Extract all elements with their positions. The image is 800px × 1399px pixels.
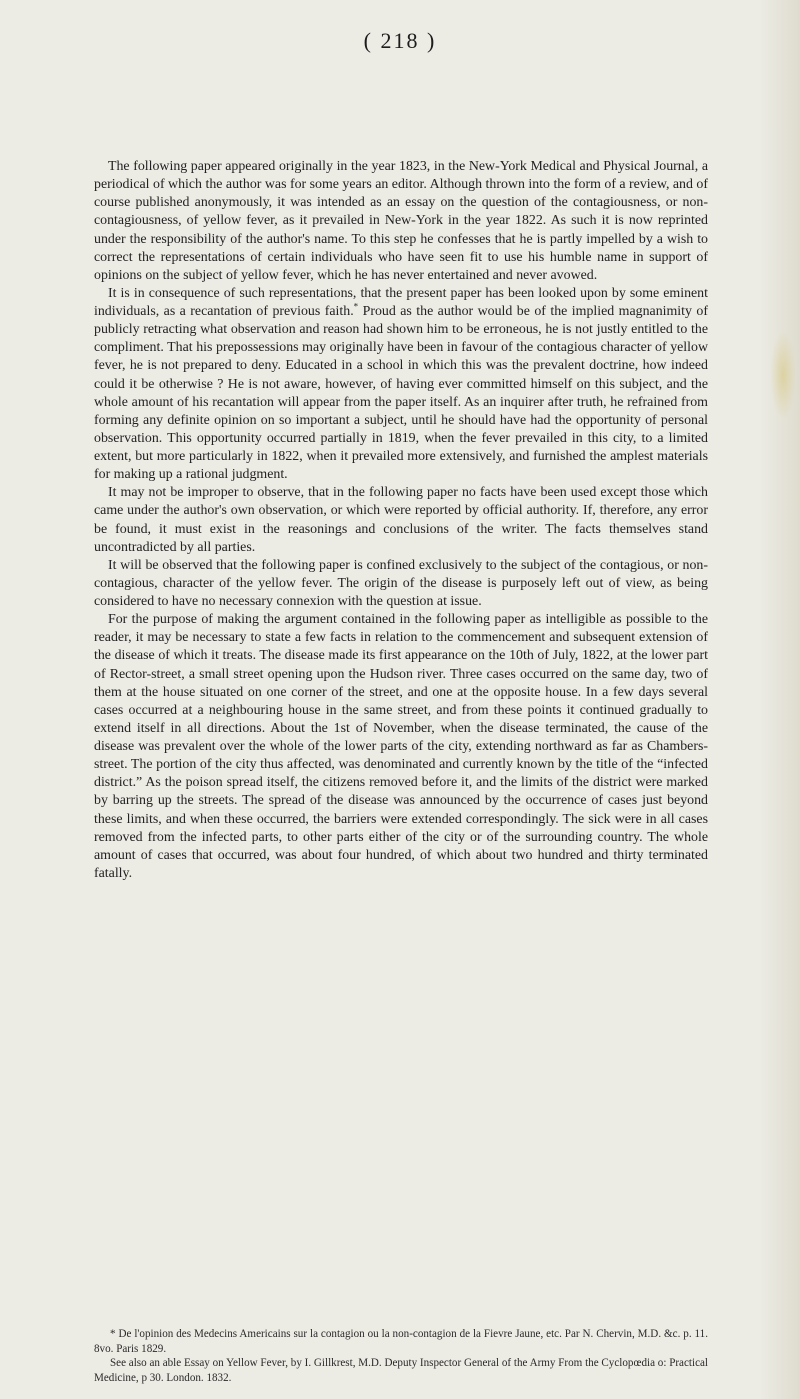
- paragraph-5: For the purpose of making the argument contained in the following paper as intelligible as possible to the reader, it may be necessary to state a few facts in relation to the commencement and subsequent extension of the disease of which it treats. The disease made its first appearance on the 10th of July, 1822, at the lower part of Rector-street, a small street opening upon the Hudson river. Three cases occurred on the same day, two of them at the house situated on one corner of the street, and one at the opposite house. In a few days several cases occurred at a neighbouring house in the same street, and from these points it continued gradually to extend itself in all directions. About the 1st of November, when the disease terminated, the cause of the disease was prevalent over the whole of the lower parts of the city, extending northward as far as Chambers-street. The portion of the city thus affected, was denominated and currently known by the title of the “infected district.” As the poison spread itself, the citizens removed before it, and the limits of the district were marked by barring up the streets. The spread of the disease was announced by the occurrence of cases just beyond these limits, and when these occurred, the barriers were extended correspondingly. The sick were in all cases removed from the infected parts, to other parts either of the city or of the surrounding country. The whole amount of cases that occurred, was about four hundred, of which about two hundred and thirty terminated fatally.: [94, 612, 708, 881]
- page-edge-shading: [760, 0, 800, 1399]
- paper-stain: [770, 330, 796, 420]
- footnote: [94, 1327, 708, 1385]
- paragraph-2-part-b: Proud as the author would be of the implied magnanimity of publicly retracting what observation and reason had shown him to be erroneous, he is not justly entitled to the compliment. That his prepossessions may originally have been in favour of the contagious character of yellow fever, he is not prepared to deny. Educated in a school in which this was the prevalent doctrine, how indeed could it be otherwise ? He is not aware, however, of having ever committed himself on this subject, and the whole amount of his recantation will appear from the paper itself. As an inquirer after truth, he refrained from forming any definite opinion on so important a subject, until he should have had the opportunity of personal observation. This opportunity occurred partially in 1819, when the fever prevailed in this city, to a limited extent, but more particularly in 1822, when it prevailed more extensively, and furnished the amplest materials for making up a rational judgment.: [94, 304, 708, 483]
- page-number: ( 218 ): [363, 28, 437, 53]
- footnote-line-2: See also an able Essay on Yellow Fever, by I. Gillkrest, M.D. Deputy Inspector General of the Army From the Cyclopœdia o: Practical Medicine, p 30. London. 1832.: [94, 1357, 708, 1384]
- paragraph-2-part-a: It is in consequence of such representations, that the present paper has been looked upon by some eminent individuals, as a recantation of previous faith.: [94, 285, 708, 319]
- paragraph-4: It will be observed that the following paper is confined exclusively to the subject of the contagious, or non-contagious, character of the yellow fever. The origin of the disease is purposely left out of view, as being considered to have no necessary connexion with the question at issue.: [94, 557, 708, 609]
- paragraph-2: [94, 285, 708, 484]
- paragraph-1: The following paper appeared originally in the year 1823, in the New-York Medical and Physical Journal, a periodical of which the author was for some years an editor. Although thrown into the form of a review, and of course published anonymously, it was intended as an essay on the question of the contagiousness, or non-contagiousness, of yellow fever, as it prevailed in New-York in the year 1822. As such it is now reprinted under the responsibility of the author's name. To this step he confesses that he is partly impelled by a wish to correct the representations of certain individuals who have seen fit to use his humble name in support of opinions on the subject of yellow fever, which he has never entertained and never avowed.: [94, 159, 708, 283]
- paragraph-3: It may not be improper to observe, that in the following paper no facts have been used except those which came under the author's own observation, or which were reported by official authority. If, therefore, any error be found, it must exist in the reasonings and conclusions of the writer. The facts themselves stand uncontradicted by all parties.: [94, 485, 708, 555]
- footnote-line-1: * De l'opinion des Medecins Americains sur la contagion ou la non-contagion de la Fievre Jaune, etc. Par N. Chervin, M.D. &c. p. 11. 8vo. Paris 1829.: [94, 1328, 708, 1355]
- body-text: [94, 158, 708, 883]
- footnote-marker: *: [353, 301, 359, 312]
